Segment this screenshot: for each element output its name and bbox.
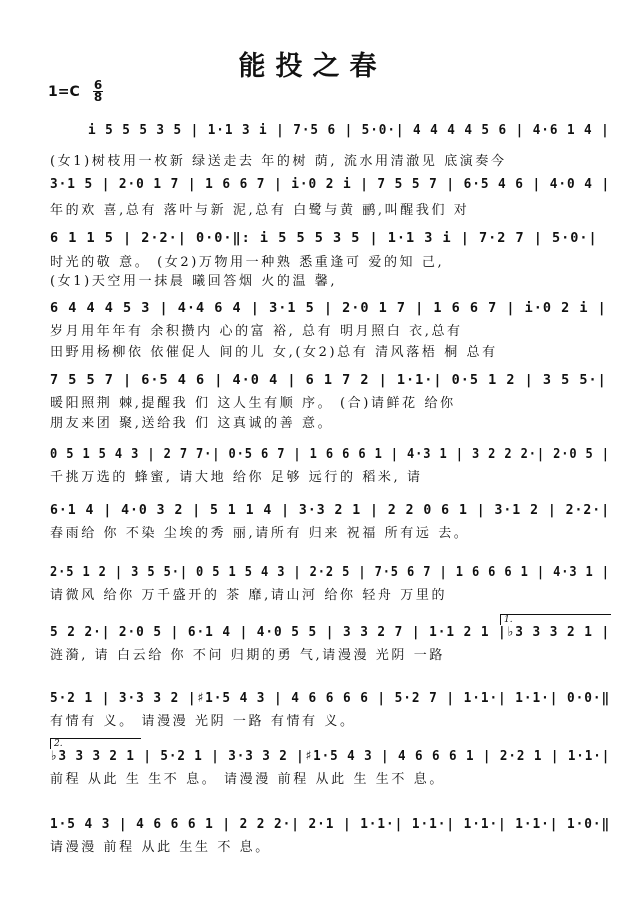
first-ending-label: 1. <box>504 615 513 625</box>
song-title: 能投之春 <box>238 51 387 82</box>
score-system <box>0 739 625 792</box>
lyric-line: 朋友来团 聚,送给我 们 这真诚的善 意。 <box>50 416 334 431</box>
score-system <box>0 615 625 668</box>
notation-line: 0 5 1 5 4 3 | 2 7 7·| 0·5 6 7 | 1 6 6 6 1 | 4·3 1 | 3 2 2 2·| 2·0 5 | <box>50 446 610 462</box>
score-system <box>0 118 625 176</box>
notation-line: 5·2 1 | 3·3 3 2 |♯1·5 4 3 | 4 6 6 6 6 | 5·2 7 | 1·1·| 1·1·| 0·0·‖ <box>50 690 611 706</box>
lyric-line: 前程 从此 生 生不 息。 请漫漫 前程 从此 生 生不 息。 <box>50 772 445 787</box>
time-signature <box>93 80 103 103</box>
notation-line: 3·1 5 | 2·0 1 7 | 1 6 6 7 | i·0 2 i | 7 5 5 7 | 6·5 4 6 | 4·0 4 | <box>50 176 611 192</box>
lyric-line: 时光的敬 意。 (女2)万物用一种熟 悉重逢可 爱的知 己, <box>50 255 445 270</box>
lyric-line: 涟漪, 请 白云给 你 不问 归期的勇 气,请漫漫 光阴 一路 <box>50 648 445 663</box>
time-signature-denominator: 8 <box>93 90 103 104</box>
notation-line: 2·5 1 2 | 3 5 5·| 0 5 1 5 4 3 | 2·2 5 | 7·5 6 7 | 1 6 6 6 1 | 4·3 1 | <box>50 564 610 580</box>
score-system <box>0 368 625 430</box>
notation-line: i 5 5 5 3 5 | 1·1 3 i | 7·5 6 | 5·0·| 4 4 4 4 5 6 | 4·6 1 4 | <box>88 122 610 138</box>
lyric-line: 千挑万选的 蜂蜜, 请大地 给你 足够 远行的 稻米, 请 <box>50 470 423 485</box>
score-system <box>0 686 625 734</box>
score-system <box>0 812 625 860</box>
score-system <box>0 498 625 546</box>
lyric-line: 年的欢 喜,总有 落叶与新 泥,总有 白鹭与黄 鹂,叫醒我们 对 <box>50 203 470 218</box>
score-system <box>0 560 625 608</box>
score-system <box>0 226 625 288</box>
time-signature-numerator: 6 <box>93 78 103 92</box>
notation-line: 6 4 4 4 5 3 | 4·4 6 4 | 3·1 5 | 2·0 1 7 | 1 6 6 7 | i·0 2 i | <box>50 300 607 316</box>
lyric-line: (女1)天空用一抹晨 曦回答烟 火的温 馨, <box>50 274 338 289</box>
lyric-line: (女1)树枝用一枚新 绿送走去 年的树 荫, 流水用清澈见 底演奏今 <box>50 154 507 169</box>
key-signature: 1=C <box>48 84 80 100</box>
score-system <box>0 172 625 222</box>
lyric-line: 暖阳照荆 棘,提醒我 们 这人生有顺 序。 (合)请鲜花 给你 <box>50 396 456 411</box>
notation-line: 1·5 4 3 | 4 6 6 6 1 | 2 2 2·| 2·1 | 1·1·| 1·1·| 1·1·| 1·1·| 1·0·‖ <box>50 816 611 832</box>
notation-line: ♭3 3 3 2 1 | 5·2 1 | 3·3 3 2 |♯1·5 4 3 | 4 6 6 6 1 | 2·2 1 | 1·1·| <box>50 748 611 764</box>
lyric-line: 春雨给 你 不染 尘埃的秀 丽,请所有 归来 祝福 所有远 去。 <box>50 526 470 541</box>
lyric-line: 请漫漫 前程 从此 生生 不 息。 <box>50 840 271 855</box>
score-system <box>0 442 625 490</box>
lyric-line: 有情有 义。 请漫漫 光阴 一路 有情有 义。 <box>50 714 356 729</box>
notation-line: 6·1 4 | 4·0 3 2 | 5 1 1 4 | 3·3 2 1 | 2 2 0 6 1 | 3·1 2 | 2·2·| <box>50 502 611 518</box>
score-system <box>0 296 625 358</box>
lyric-line: 岁月用年年有 余积攒内 心的富 裕, 总有 明月照白 衣,总有 <box>50 324 463 339</box>
lyric-line: 请微风 给你 万千盛开的 茶 靡,请山河 给你 轻舟 万里的 <box>50 588 448 603</box>
notation-line: 7 5 5 7 | 6·5 4 6 | 4·0 4 | 6 1 7 2 | 1·1·| 0·5 1 2 | 3 5 5·| <box>50 372 607 388</box>
second-ending-label: 2. <box>54 739 63 749</box>
notation-line: 6 1 1 5 | 2·2·| 0·0·‖: i 5 5 5 3 5 | 1·1 3 i | 7·2 7 | 5·0·| <box>50 230 598 246</box>
notation-line: 5 2 2·| 2·0 5 | 6·1 4 | 4·0 5 5 | 3 3 2 7 | 1·1 2 1 |♭3 3 3 2 1 | <box>50 624 611 640</box>
lyric-line: 田野用杨柳依 依催促人 间的儿 女,(女2)总有 清风落梧 桐 总有 <box>50 345 498 360</box>
